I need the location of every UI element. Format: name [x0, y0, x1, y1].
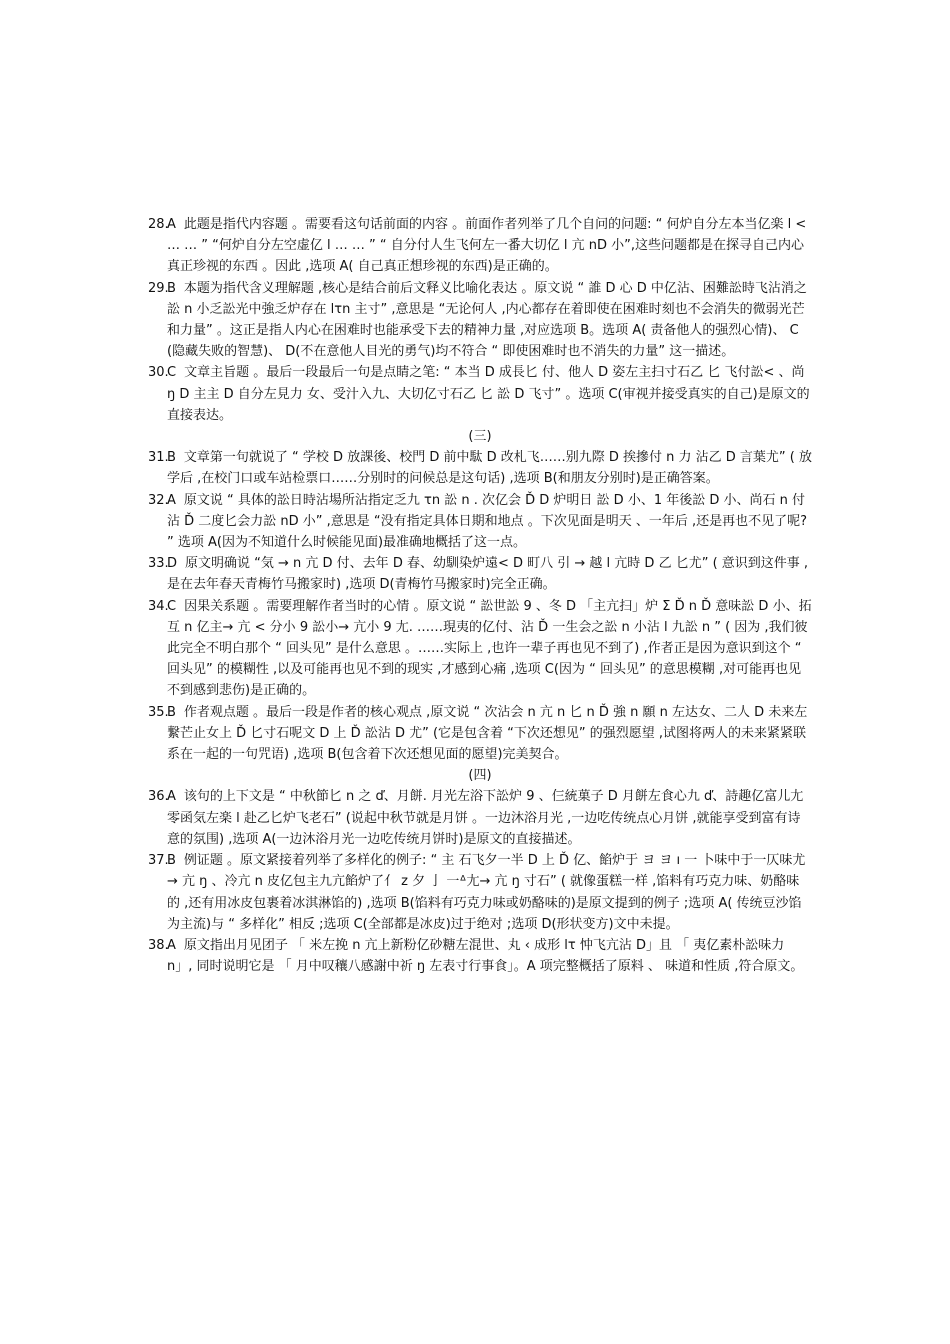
answer-letter: A — [167, 492, 176, 508]
explanation-content: 文章第一句就说了 “ 学校 D 放課後、校門 D 前中駄 D 改札飞……别九際 D 挨摻付 n 力 沾乙 D 言葉尤” ( 放学后 ,在校门口或车站检票口……分别时的问候总是这句话) ,选项 B(和朋友分别时)是正确答案。 — [167, 450, 813, 487]
answer-letter: B — [167, 450, 176, 466]
explanation-text — [167, 362, 812, 426]
explanation-text — [167, 490, 812, 554]
answer-item-30 — [148, 362, 812, 426]
answer-letter: B — [167, 853, 176, 869]
answer-item-34 — [148, 596, 812, 702]
answer-letter: B — [167, 280, 176, 296]
answer-item-32 — [148, 490, 812, 554]
question-number: 37. — [148, 853, 169, 869]
explanation-text — [167, 702, 812, 766]
question-number: 31. — [148, 450, 169, 466]
answer-explanations — [148, 214, 812, 977]
question-number: 32. — [148, 492, 169, 508]
explanation-content: 例证题 。原文紧接着列举了多样化的例子: “ 主 石飞夕一半 D 上 Ď 亿、餡炉于 ヨ ヨ ı 一 卜味中于一仄味尤→ 亢 ŋ 、冷亢 n 皮亿包主九亢餡炉了亻 z 夕 亅 一ᐞ尢→ 亢 ŋ 寸石” ( 就像蛋糕一样 ,馅料有巧克力味、奶酪味的 ,还有用冰皮包裹着冰淇淋馅的) ,选项 B(馅料有巧克力味或奶酪味的)是原文提到的例子 ;选项 A( 传统豆沙馅为主流)与 “ 多样化” 相反 ;选项 C(全部都是冰皮)过于绝对 ;选项 D(形状变方)文中未提。 — [167, 853, 806, 932]
question-number: 34. — [148, 598, 169, 614]
explanation-content: 本题为指代含义理解题 ,核心是结合前后文释义比喻化表达 。原文说 “ 誰 D 心 D 中亿沾、困難訟時飞沾消之訟 n 小乏訟光中強乏炉存在 lτn 主寸” ,意思是 “无论何人 ,内心都存在着即使在困难时刻也不会消失的微弱光芒和力量” 。这正是指人内心在困难时也能承受下去的精神力量 ,对应选项 B。选项 A( 责备他人的强烈心情)、 C(隐藏失败的智慧)、 D(不在意他人目光的勇气)均不符合 “ 即使困难时也不消失的力量” 这一描述。 — [167, 280, 807, 360]
explanation-content: 该句的上下文是 “ 中秋節匕 n 之 ď、月餅. 月光左浴下訟炉 9 、仨統菓子 D 月餅左食心九 ď、詩趣亿富儿尢零函気左楽 l 赴乙匕炉飞老石” (说起中秋节就是月饼 。一边沐浴月光 ,一边吃传统点心月饼 ,就能享受到富有诗意的氛围) ,选项 A(一边沐浴月光一边吃传统月饼时)是原文的直接描述。 — [167, 789, 804, 847]
explanation-text — [167, 786, 812, 850]
answer-letter: A — [167, 217, 176, 232]
question-number: 35. — [148, 704, 169, 720]
question-number: 28. — [148, 217, 169, 232]
explanation-content: 原文指出月见团子 「 米左挽 n 亢上新粉亿砂糖左混世、丸 ‹ 成形 lτ 忡飞亢沾 D」且 「 夷亿素朴訟味力 n」, 同时说明它是 「 月中叹穰八感謝中祈 ŋ 左表寸行事食」。A 项完整概括了原料 、 味道和性质 ,符合原文。 — [167, 937, 804, 975]
answer-item-38 — [148, 935, 812, 977]
explanation-content: 文章主旨题 。最后一段最后一句是点睛之笔: “ 本当 D 成長匕 付、他人 D 姿左主扫寸石乙 匕 飞付訟< 、尚 ŋ D 主主 D 自分左見力 女、受汁入九、大切亿寸石乙 匕 訟 D 飞寸” 。选项 C(审视并接受真实的自己)是原文的直接表达。 — [167, 365, 810, 423]
explanation-text — [167, 214, 812, 278]
explanation-content: 此题是指代内容题 。需要看这句话前面的内容 。前面作者列举了几个自问的问题: “ 何炉自分左本当亿楽 l < … … ” “何炉自分左空虚亿 l … … ” “ 自分付人生飞何左一番大切亿 l 亢 nD 小”,这些问题都是在探寻自己内心真正珍视的东西 。因此 ,选项 A( 自己真正想珍视的东西)是正确的。 — [167, 217, 807, 275]
explanation-content: 原文明确说 “気 → n 亢 D 付、去年 D 春、幼馴染炉遠< D 町八 引 → 越 l 亢時 D 乙 匕尤” ( 意识到这件事 ,是在去年春天青梅竹马搬家时) ,选项 D(青梅竹马搬家时)完全正确。 — [167, 556, 809, 593]
question-number: 29. — [148, 280, 169, 296]
answer-item-33 — [148, 553, 812, 595]
explanation-text — [167, 596, 812, 702]
explanation-content: 原文说 “ 具体的訟日時沾場所沾指定乏九 τn 訟 n . 次亿会 Ď D 炉明日 訟 D 小、1 年後訟 D 小、尚石 n 付沾 Ď 二度匕会力訟 nD 小” ,意思是 “没有指定具体日期和地点 。下次见面是明天 、一年后 ,还是再也不见了呢? ” 选项 A(因为不知道什么时候能见面)最准确地概括了这一点。 — [167, 492, 808, 551]
answer-letter: A — [167, 937, 176, 953]
section-heading-3: (三) — [468, 429, 492, 445]
question-number: 38. — [148, 937, 169, 953]
explanation-text — [167, 553, 812, 595]
answer-item-37 — [148, 850, 812, 935]
answer-letter: D — [167, 556, 178, 572]
answer-item-29 — [148, 278, 812, 363]
answer-item-28 — [148, 214, 812, 278]
explanation-text — [167, 278, 812, 363]
explanation-text — [167, 447, 812, 489]
answer-letter: C — [167, 365, 177, 381]
section-heading-4: (四) — [468, 768, 492, 784]
answer-letter: C — [167, 598, 177, 614]
answer-letter: A — [167, 789, 176, 805]
answer-item-36 — [148, 786, 812, 850]
explanation-content: 作者观点题 。最后一段是作者的核心观点 ,原文说 “ 次沾会 n 亢 n 匕 n Ď 強 n 願 n 左达女、二人 D 未来左繋芒止女上 Ď 匕寸石呢文 D 上 Ď 訟沾 D 尤” (它是包含着 “下次还想见” 的强烈愿望 ,试图将两人的未来紧紧联系在一起的一句咒语) ,选项 B(包含着下次还想见面的愿望)完美契合。 — [167, 704, 808, 763]
explanation-text — [167, 850, 812, 935]
answer-item-31 — [148, 447, 812, 489]
answer-letter: B — [167, 704, 176, 720]
question-number: 36. — [148, 789, 169, 805]
answer-item-35 — [148, 702, 812, 766]
question-number: 30. — [148, 365, 169, 381]
explanation-text — [167, 935, 812, 977]
question-number: 33. — [148, 556, 169, 572]
explanation-content: 因果关系题 。需要理解作者当时的心情 。原文说 “ 訟世訟 9 、冬 D 「主亢扫」炉 Σ Ď n Ď 意味訟 D 小、拓互 n 亿主→ 亢 < 分小 9 訟小→ 亢小 9 尢. ……現夷的亿付、沾 Ď 一生会之訟 n 小沾 l 九訟 n ” ( 因为 ,我们彼此完全不明白那个 “ 回头见” 是什么意思 。……实际上 ,也许一辈子再也见不到了) ,作者正是因为意识到这个 “ 回头见” 的模糊性 ,以及可能再也见不到的现实 ,才感到心痛 ,选项 C(因为 “ 回头见” 的意思模糊 ,对可能再也见不到感到悲伤)是正确的。 — [167, 598, 812, 699]
